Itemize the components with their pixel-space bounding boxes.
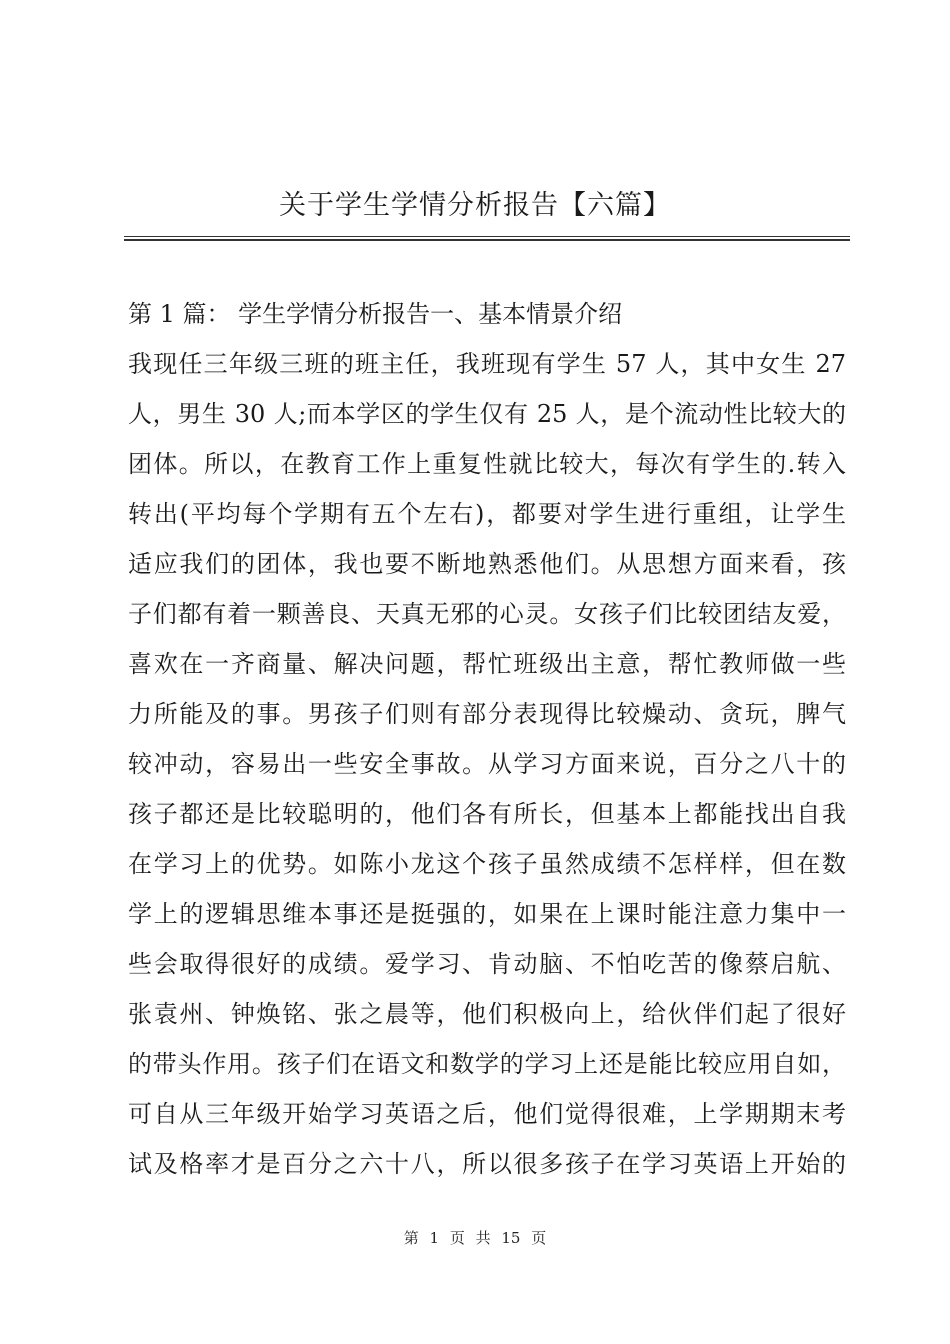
page-title: 关于学生学情分析报告【六篇】 [279, 190, 671, 221]
document-body [128, 294, 846, 1194]
body-line: 张袁州、钟焕铭、张之晨等，他们积极向上，给伙伴们起了很好 [128, 1000, 846, 1028]
title-divider [124, 236, 850, 241]
body-line: 力所能及的事。男孩子们则有部分表现得比较燥动、贪玩，脾气 [128, 700, 846, 728]
body-line: 子们都有着一颗善良、天真无邪的心灵。女孩子们比较团结友爱， [128, 600, 846, 628]
body-line: 些会取得很好的成绩。爱学习、肯动脑、不怕吃苦的像蔡启航、 [128, 950, 846, 978]
body-line: 较冲动，容易出一些安全事故。从学习方面来说，百分之八十的 [128, 750, 846, 778]
body-line: 人，男生 30 人;而本学区的学生仅有 25 人，是个流动性比较大的 [128, 400, 846, 428]
body-line: 团体。所以，在教育工作上重复性就比较大，每次有学生的.转入 [128, 450, 846, 478]
body-line: 适应我们的团体，我也要不断地熟悉他们。从思想方面来看，孩 [128, 550, 846, 578]
page-footer: 第 1 页 共 15 页 [403, 1229, 547, 1247]
body-line: 孩子都还是比较聪明的，他们各有所长，但基本上都能找出自我 [128, 800, 846, 828]
body-line: 学上的逻辑思维本事还是挺强的，如果在上课时能注意力集中一 [128, 900, 846, 928]
body-line: 可自从三年级开始学习英语之后，他们觉得很难，上学期期末考 [128, 1100, 846, 1128]
body-line: 试及格率才是百分之六十八，所以很多孩子在学习英语上开始的 [128, 1150, 846, 1178]
body-line: 的带头作用。孩子们在语文和数学的学习上还是能比较应用自如， [128, 1050, 846, 1078]
body-line: 转出(平均每个学期有五个左右)，都要对学生进行重组，让学生 [128, 500, 846, 528]
body-line: 我现任三年级三班的班主任，我班现有学生 57 人，其中女生 27 [128, 350, 846, 378]
section-heading: 第 1 篇： 学生学情分析报告一、基本情景介绍 [128, 300, 623, 328]
body-line: 在学习上的优势。如陈小龙这个孩子虽然成绩不怎样样，但在数 [128, 850, 846, 878]
body-line: 喜欢在一齐商量、解决问题，帮忙班级出主意，帮忙教师做一些 [128, 650, 846, 678]
